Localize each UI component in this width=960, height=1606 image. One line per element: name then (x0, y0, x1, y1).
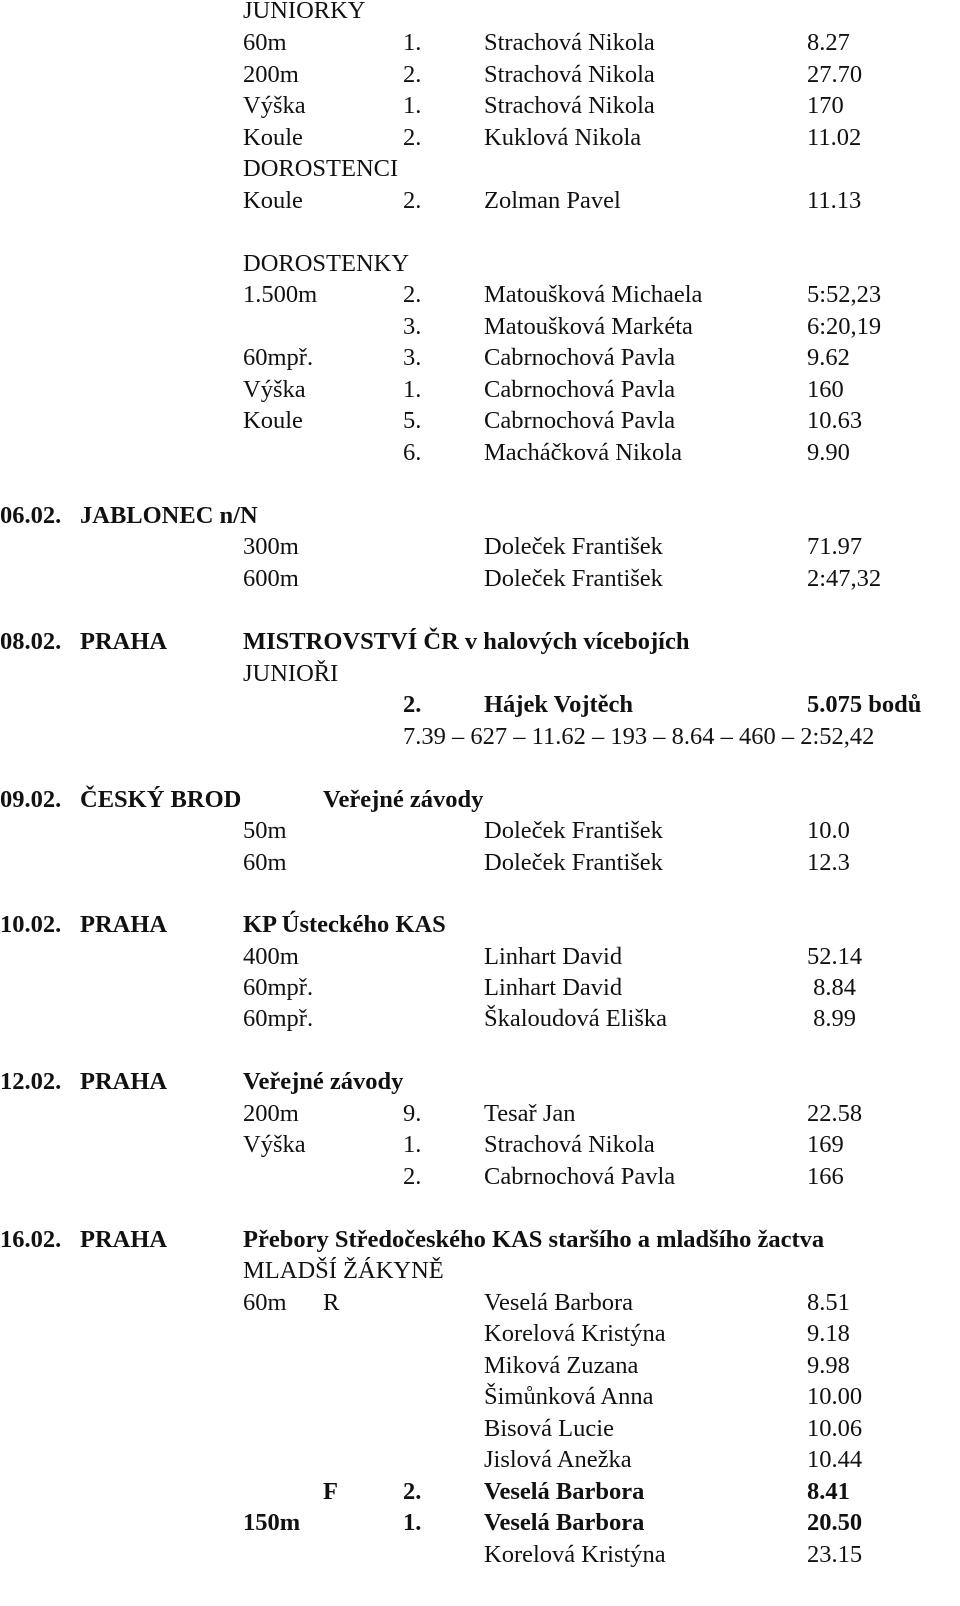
result-value: 11.02 (807, 124, 862, 151)
meet-place: PRAHA (80, 1226, 168, 1253)
result-row (0, 185, 960, 217)
meet-date: 10.02. (0, 911, 62, 938)
split-values: 7.39 – 627 – 11.62 – 193 – 8.64 – 460 – 2:52,42 (403, 723, 875, 750)
athlete-name: Strachová Nikola (484, 92, 655, 119)
result-value: 2:47,32 (807, 565, 882, 592)
round-marker: F (323, 1478, 338, 1505)
category-heading (0, 658, 960, 690)
category-title: MLADŠÍ ŽÁKYNĚ (243, 1257, 444, 1284)
result-value: 10.44 (807, 1446, 863, 1473)
event-name: 300m (243, 533, 299, 560)
category-title: JUNIORKY (243, 0, 366, 24)
result-row (0, 972, 960, 1004)
result-value: 5:52,23 (807, 281, 882, 308)
meet-date: 06.02. (0, 502, 62, 529)
result-value: 52.14 (807, 943, 863, 970)
athlete-name: Korelová Kristýna (484, 1541, 666, 1568)
athlete-name: Korelová Kristýna (484, 1320, 666, 1347)
result-row (0, 563, 960, 595)
placement: 2. (403, 1163, 422, 1190)
result-value: 9.18 (807, 1320, 850, 1347)
result-row (0, 1444, 960, 1476)
athlete-name: Strachová Nikola (484, 61, 655, 88)
athlete-name: Doleček František (484, 849, 663, 876)
meet-place: PRAHA (80, 911, 168, 938)
meet-header (0, 500, 960, 532)
result-value: 169 (807, 1131, 844, 1158)
athlete-name: Tesař Jan (484, 1100, 576, 1127)
event-name: 60mpř. (243, 344, 314, 371)
result-value: 8.41 (807, 1478, 850, 1505)
result-value: 10.00 (807, 1383, 863, 1410)
result-value: 20.50 (807, 1509, 863, 1536)
meet-header (0, 1066, 960, 1098)
athlete-name: Veselá Barbora (484, 1509, 645, 1536)
athlete-name: Miková Zuzana (484, 1352, 639, 1379)
result-row (0, 1003, 960, 1035)
meet-header (0, 626, 960, 658)
athlete-name: Hájek Vojtěch (484, 691, 634, 718)
placement: 1. (403, 1509, 422, 1536)
athlete-name: Linhart David (484, 974, 623, 1001)
result-row (0, 1098, 960, 1130)
event-name: Koule (243, 187, 303, 214)
result-value: 9.62 (807, 344, 850, 371)
placement: 2. (403, 61, 422, 88)
category-heading (0, 153, 960, 185)
meet-date: 12.02. (0, 1068, 62, 1095)
result-value: 10.0 (807, 817, 850, 844)
athlete-name: Šimůnková Anna (484, 1383, 654, 1410)
event-name: 200m (243, 61, 299, 88)
event-name: Výška (243, 376, 306, 403)
result-row (0, 689, 960, 721)
result-value: 8.27 (807, 29, 850, 56)
result-row (0, 90, 960, 122)
placement: 1. (403, 29, 422, 56)
result-row (0, 1476, 960, 1508)
placement: 6. (403, 439, 422, 466)
result-value: 10.06 (807, 1415, 863, 1442)
event-name: Koule (243, 124, 303, 151)
result-row (0, 1161, 960, 1193)
athlete-name: Cabrnochová Pavla (484, 344, 676, 371)
meet-date: 16.02. (0, 1226, 62, 1253)
athlete-name: Veselá Barbora (484, 1478, 645, 1505)
meet-title: MISTROVSTVÍ ČR v halových vícebojích (243, 628, 690, 655)
meet-title: Veřejné závody (323, 786, 484, 813)
meet-header (0, 784, 960, 816)
event-name: 200m (243, 1100, 299, 1127)
result-value: 166 (807, 1163, 844, 1190)
athlete-name: Doleček František (484, 817, 663, 844)
result-value: 11.13 (807, 187, 862, 214)
result-row (0, 59, 960, 91)
event-name: 60mpř. (243, 1005, 314, 1032)
result-row (0, 405, 960, 437)
placement: 9. (403, 1100, 422, 1127)
athlete-name: Bisová Lucie (484, 1415, 614, 1442)
result-row (0, 1413, 960, 1445)
athlete-name: Strachová Nikola (484, 29, 655, 56)
placement: 2. (403, 124, 422, 151)
athlete-name: Macháčková Nikola (484, 439, 682, 466)
result-row (0, 279, 960, 311)
meet-title: Veřejné závody (243, 1068, 404, 1095)
event-name: 400m (243, 943, 299, 970)
event-name: 60mpř. (243, 974, 314, 1001)
placement: 3. (403, 344, 422, 371)
result-value: 27.70 (807, 61, 863, 88)
meet-header (0, 909, 960, 941)
result-value: 12.3 (807, 849, 850, 876)
meet-header (0, 1224, 960, 1256)
result-row (0, 311, 960, 343)
placement: 2. (403, 187, 422, 214)
result-row (0, 437, 960, 469)
result-value: 5.075 bodů (807, 691, 922, 718)
placement: 1. (403, 92, 422, 119)
result-row (0, 847, 960, 879)
athlete-name: Veselá Barbora (484, 1289, 633, 1316)
event-name: 60m (243, 1289, 287, 1316)
result-value: 6:20,19 (807, 313, 882, 340)
result-row (0, 815, 960, 847)
result-value: 8.51 (807, 1289, 850, 1316)
event-name: 1.500m (243, 281, 318, 308)
athlete-name: Škaloudová Eliška (484, 1005, 668, 1032)
result-value: 9.98 (807, 1352, 850, 1379)
athlete-name: Zolman Pavel (484, 187, 621, 214)
meet-title: KP Ústeckého KAS (243, 911, 446, 938)
result-row (0, 1507, 960, 1539)
placement: 2. (403, 691, 422, 718)
placement: 2. (403, 281, 422, 308)
category-heading (0, 248, 960, 280)
result-row (0, 342, 960, 374)
event-name: 60m (243, 29, 287, 56)
result-row (0, 27, 960, 59)
decathlon-splits (0, 721, 960, 753)
category-title: DOROSTENKY (243, 250, 410, 277)
placement: 5. (403, 407, 422, 434)
meet-place: JABLONEC n/N (80, 502, 258, 529)
result-value: 8.99 (807, 1005, 856, 1032)
meet-place: PRAHA (80, 1068, 168, 1095)
result-value: 170 (807, 92, 844, 119)
result-row (0, 531, 960, 563)
result-row (0, 1350, 960, 1382)
result-value: 9.90 (807, 439, 850, 466)
category-title: JUNIOŘI (243, 660, 339, 687)
event-name: Výška (243, 92, 306, 119)
athlete-name: Cabrnochová Pavla (484, 376, 676, 403)
result-value: 160 (807, 376, 844, 403)
meet-place: PRAHA (80, 628, 168, 655)
result-value: 23.15 (807, 1541, 863, 1568)
meet-date: 09.02. (0, 786, 62, 813)
category-heading (0, 1255, 960, 1287)
meet-title: Přebory Středočeského KAS staršího a mladšího žactva (243, 1226, 825, 1253)
athlete-name: Matoušková Markéta (484, 313, 693, 340)
athlete-name: Cabrnochová Pavla (484, 1163, 676, 1190)
result-row (0, 1287, 960, 1319)
placement: 1. (403, 1131, 422, 1158)
event-name: 50m (243, 817, 287, 844)
meet-place: ČESKÝ BROD (80, 786, 242, 813)
result-value: 22.58 (807, 1100, 863, 1127)
result-row (0, 941, 960, 973)
result-row (0, 1539, 960, 1571)
event-name: 600m (243, 565, 299, 592)
athlete-name: Matoušková Michaela (484, 281, 703, 308)
result-value: 10.63 (807, 407, 863, 434)
athlete-name: Jislová Anežka (484, 1446, 632, 1473)
event-name: Koule (243, 407, 303, 434)
event-name: Výška (243, 1131, 306, 1158)
athlete-name: Cabrnochová Pavla (484, 407, 676, 434)
athlete-name: Doleček František (484, 533, 663, 560)
category-title: DOROSTENCI (243, 155, 399, 182)
result-row (0, 1129, 960, 1161)
round-marker: R (323, 1289, 340, 1316)
athlete-name: Kuklová Nikola (484, 124, 642, 151)
athlete-name: Strachová Nikola (484, 1131, 655, 1158)
result-row (0, 374, 960, 406)
event-name: 150m (243, 1509, 301, 1536)
result-value: 8.84 (807, 974, 856, 1001)
meet-date: 08.02. (0, 628, 62, 655)
placement: 3. (403, 313, 422, 340)
athlete-name: Doleček František (484, 565, 663, 592)
result-row (0, 1381, 960, 1413)
result-row (0, 1318, 960, 1350)
result-value: 71.97 (807, 533, 863, 560)
category-heading (0, 0, 960, 27)
event-name: 60m (243, 849, 287, 876)
placement: 2. (403, 1478, 422, 1505)
placement: 1. (403, 376, 422, 403)
athlete-name: Linhart David (484, 943, 623, 970)
result-row (0, 122, 960, 154)
